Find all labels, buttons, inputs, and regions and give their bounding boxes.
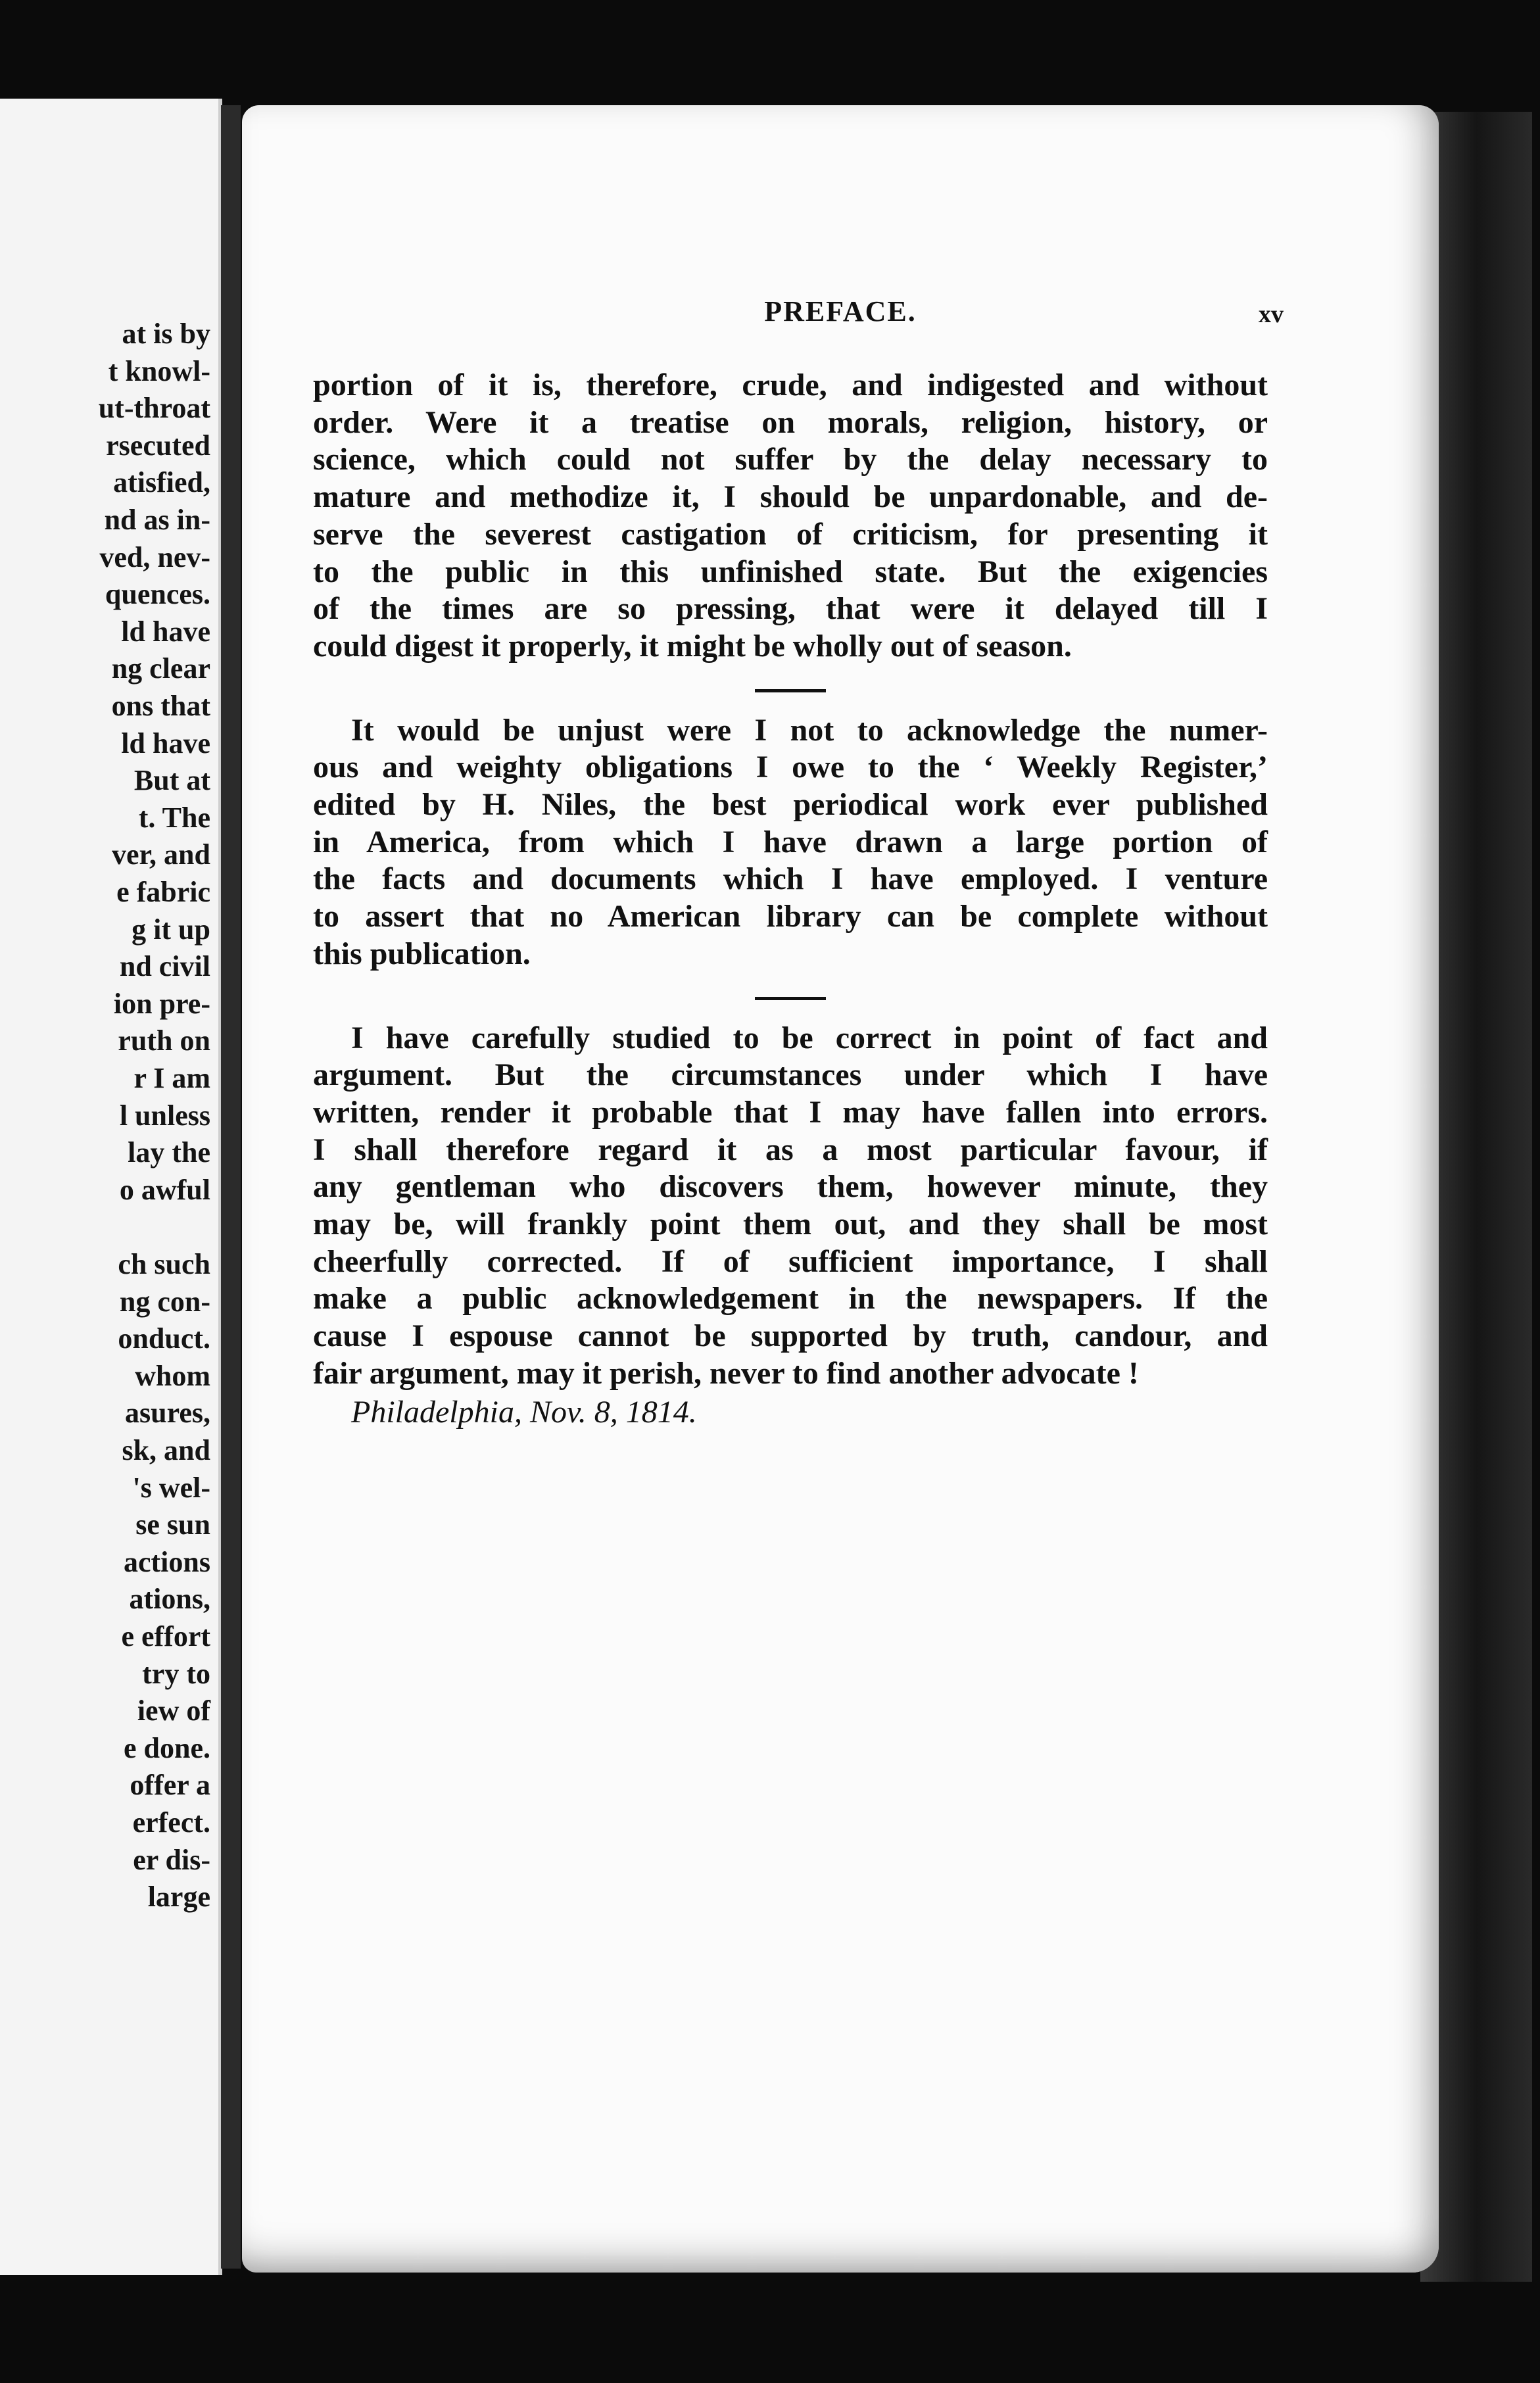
left-page-line: But at xyxy=(133,764,210,797)
running-head: PREFACE. xyxy=(764,295,917,327)
left-page-line: ver, and xyxy=(112,838,210,871)
left-page-line: sk, and xyxy=(122,1434,210,1466)
left-page-line: se sun xyxy=(135,1508,210,1541)
paragraph xyxy=(313,712,1268,973)
left-page-line: er dis- xyxy=(133,1843,210,1876)
paragraph xyxy=(313,367,1268,665)
left-page-line: l unless xyxy=(119,1099,210,1132)
text-line: ous and weighty obligations I owe to the ‘ Weekly Register,’ xyxy=(313,750,1268,785)
left-page-line: large xyxy=(147,1881,210,1914)
left-page-line: offer a xyxy=(130,1769,210,1802)
left-page-line: e fabric xyxy=(116,876,210,908)
text-line: argument. But the circumstances under which I have xyxy=(313,1057,1268,1093)
text-line: of the times are so pressing, that were it delayed till I xyxy=(313,591,1268,627)
text-line: this publication. xyxy=(313,936,531,971)
left-page-line: ruth on xyxy=(118,1024,210,1057)
left-page-line: atisfied, xyxy=(113,466,210,499)
facing-page-left xyxy=(0,99,222,2275)
left-page-line: 's wel- xyxy=(132,1471,210,1504)
text-line: It would be unjust were I not to acknowledge the numer- xyxy=(351,712,1268,748)
text-line: could digest it properly, it might be wholly out of season. xyxy=(313,628,1072,663)
left-page-line: ld have xyxy=(121,727,210,759)
left-page-line: ion pre- xyxy=(113,987,210,1020)
left-page-line: rsecuted xyxy=(106,429,210,462)
left-page-line: quences. xyxy=(105,578,210,611)
section-rule xyxy=(755,997,826,1000)
text-line: portion of it is, therefore, crude, and indigested and without xyxy=(313,368,1268,402)
text-line: the facts and documents which I have employed. I venture xyxy=(313,861,1268,897)
paragraph xyxy=(313,1020,1268,1393)
text-line: in America, from which I have drawn a large portion of xyxy=(313,824,1268,859)
left-page-line: t knowl- xyxy=(108,354,210,387)
left-page-line: onduct. xyxy=(118,1322,210,1355)
left-page-line: g it up xyxy=(132,913,210,946)
dateline: Philadelphia, Nov. 8, 1814. xyxy=(351,1394,697,1430)
left-page-line: nd as in- xyxy=(104,504,210,536)
text-line: mature and methodize it, I should be unpardonable, and de- xyxy=(313,479,1268,515)
text-line: to assert that no American library can be complete without xyxy=(313,899,1268,934)
left-page-line: ut-throat xyxy=(98,392,210,425)
page-xv xyxy=(242,105,1439,2273)
page-number: xv xyxy=(1259,301,1284,328)
left-page-line: t. The xyxy=(138,801,210,834)
text-line: I have carefully studied to be correct in point of fact and xyxy=(351,1020,1268,1055)
left-page-line: try to xyxy=(142,1657,210,1690)
left-page-line: r I am xyxy=(133,1062,210,1094)
left-page-line: ng clear xyxy=(111,652,210,685)
text-line: make a public acknowledgement in the newspapers. If the xyxy=(313,1281,1268,1316)
text-line: any gentleman who discovers them, however minute, they xyxy=(313,1169,1268,1205)
left-page-line: ved, nev- xyxy=(99,541,210,573)
left-page-line: asures, xyxy=(125,1397,210,1430)
text-line: serve the severest castigation of criticism, for presenting it xyxy=(313,516,1268,552)
text-line: order. Were it a treatise on morals, religion, history, or xyxy=(313,404,1268,440)
text-line: fair argument, may it perish, never to find another advocate ! xyxy=(313,1355,1139,1391)
left-page-line: at is by xyxy=(122,318,210,350)
left-page-line: ations, xyxy=(129,1583,210,1616)
left-page-line: ons that xyxy=(111,690,210,722)
text-line: I shall therefore regard it as a most particular favour, if xyxy=(313,1132,1268,1167)
left-page-line: e effort xyxy=(121,1620,210,1652)
left-page-line: actions xyxy=(124,1545,210,1578)
left-page-line: whom xyxy=(135,1359,210,1392)
left-page-line: ld have xyxy=(121,615,210,648)
text-line: cause I espouse cannot be supported by truth, candour, and xyxy=(313,1318,1268,1354)
left-page-line: lay the xyxy=(128,1136,210,1169)
left-page-line: erfect. xyxy=(132,1806,210,1839)
left-page-line: o awful xyxy=(119,1173,210,1206)
left-page-line: iew of xyxy=(137,1695,210,1727)
left-page-line: nd civil xyxy=(119,950,210,983)
book-gutter xyxy=(221,105,241,2269)
section-rule xyxy=(755,689,826,692)
text-line: to the public in this unfinished state. But the exigencies xyxy=(313,554,1268,589)
text-line: science, which could not suffer by the delay necessary to xyxy=(313,442,1268,477)
left-page-line: ng con- xyxy=(119,1285,210,1318)
left-page-line: e done. xyxy=(124,1731,210,1764)
left-page-line: ch such xyxy=(118,1248,210,1280)
text-line: cheerfully corrected. If of sufficient importance, I shall xyxy=(313,1243,1268,1279)
text-line: edited by H. Niles, the best periodical work ever published xyxy=(313,787,1268,823)
text-line: may be, will frankly point them out, and they shall be most xyxy=(313,1207,1268,1242)
text-line: written, render it probable that I may have fallen into errors. xyxy=(313,1094,1268,1130)
preface-text xyxy=(313,367,1268,1431)
